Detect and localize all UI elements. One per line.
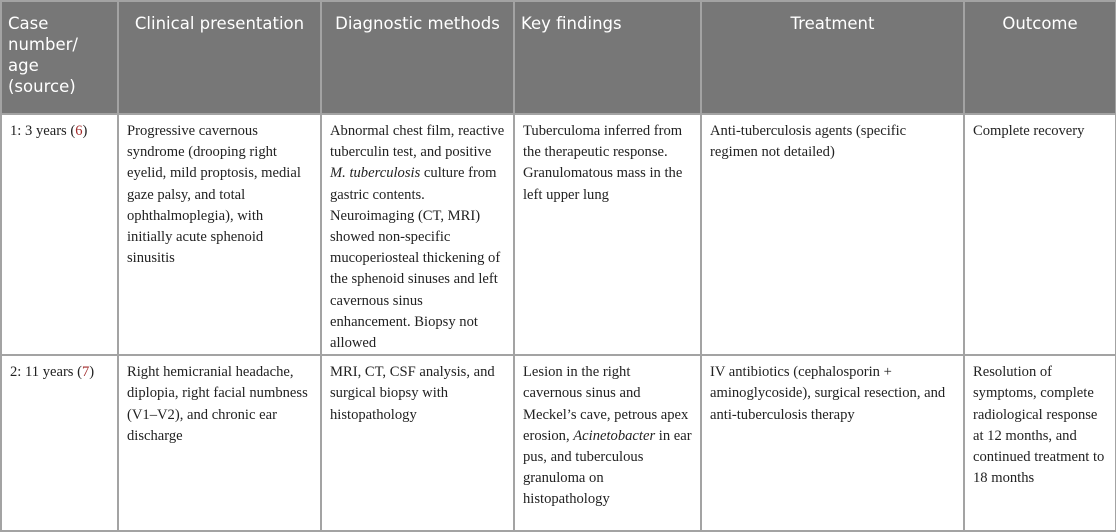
cell-key-findings xyxy=(514,114,701,355)
findings-text: Lesion in the right cavernous sinus and Meckel’s cave, petrous apex erosion, xyxy=(523,364,689,444)
findings-text: Tuberculoma inferred from the therapeutic response. Granulomatous mass in the left upper lung xyxy=(523,123,683,203)
findings-text-cont: in ear pus, and tuberculous granuloma on histopathology xyxy=(523,427,692,508)
cell-treatment: Anti-tuberculosis agents (specific regimen not detailed) xyxy=(701,114,964,355)
cell-case-number xyxy=(1,114,118,355)
table-header xyxy=(1,1,1116,114)
case-label-close: ) xyxy=(82,123,88,139)
cell-treatment: IV antibiotics (cephalosporin + aminoglycoside), surgical resection, and anti-tuberculosis therapy xyxy=(701,355,964,531)
case-label-close: ) xyxy=(89,364,95,381)
cell-case-number xyxy=(1,355,118,531)
cell-clinical-presentation: Progressive cavernous syndrome (drooping right eyelid, mild proptosis, medial gaze palsy, and total ophthalmoplegia), with initially acute sphenoid sinusitis xyxy=(118,114,321,355)
findings-organism: Acinetobacter xyxy=(573,427,656,444)
header-diagnostic-methods: Diagnostic methods xyxy=(321,1,514,114)
header-treatment: Treatment xyxy=(701,1,964,114)
reference-link[interactable]: 7 xyxy=(82,364,90,381)
diagnostic-organism: M. tuberculosis xyxy=(330,165,421,182)
diagnostic-text: MRI, CT, CSF analysis, and surgical biopsy with histopathology xyxy=(330,364,495,423)
header-key-findings: Key findings xyxy=(514,1,701,114)
cell-key-findings xyxy=(514,355,701,531)
table-row xyxy=(1,114,1116,355)
case-label: 1: 3 years ( xyxy=(10,123,76,139)
cell-outcome: Resolution of symptoms, complete radiological response at 12 months, and continued treatment to 18 months xyxy=(964,355,1116,531)
diagnostic-text: Abnormal chest film, reactive tuberculin test, and positive xyxy=(330,123,505,161)
cell-diagnostic-methods xyxy=(321,355,514,531)
header-clinical-presentation: Clinical presentation xyxy=(118,1,321,114)
case-label: 2: 11 years ( xyxy=(10,364,82,381)
header-outcome: Outcome xyxy=(964,1,1116,114)
reference-link[interactable]: 6 xyxy=(75,123,83,139)
cell-outcome: Complete recovery xyxy=(964,114,1116,355)
cell-diagnostic-methods xyxy=(321,114,514,355)
header-row xyxy=(1,1,1116,114)
table-body xyxy=(1,114,1116,531)
header-case-number: Case number/ age (source) xyxy=(1,1,118,114)
diagnostic-text-cont: culture from gastric contents. Neuroimaging (CT, MRI) showed non-specific mucoperiosteal thickening of the sphenoid sinuses and left cavernous sinus enhancement. Biopsy not allowed xyxy=(330,165,501,352)
cell-clinical-presentation: Right hemicranial headache, diplopia, right facial numbness (V1–V2), and chronic ear discharge xyxy=(118,355,321,531)
table-row xyxy=(1,355,1116,531)
